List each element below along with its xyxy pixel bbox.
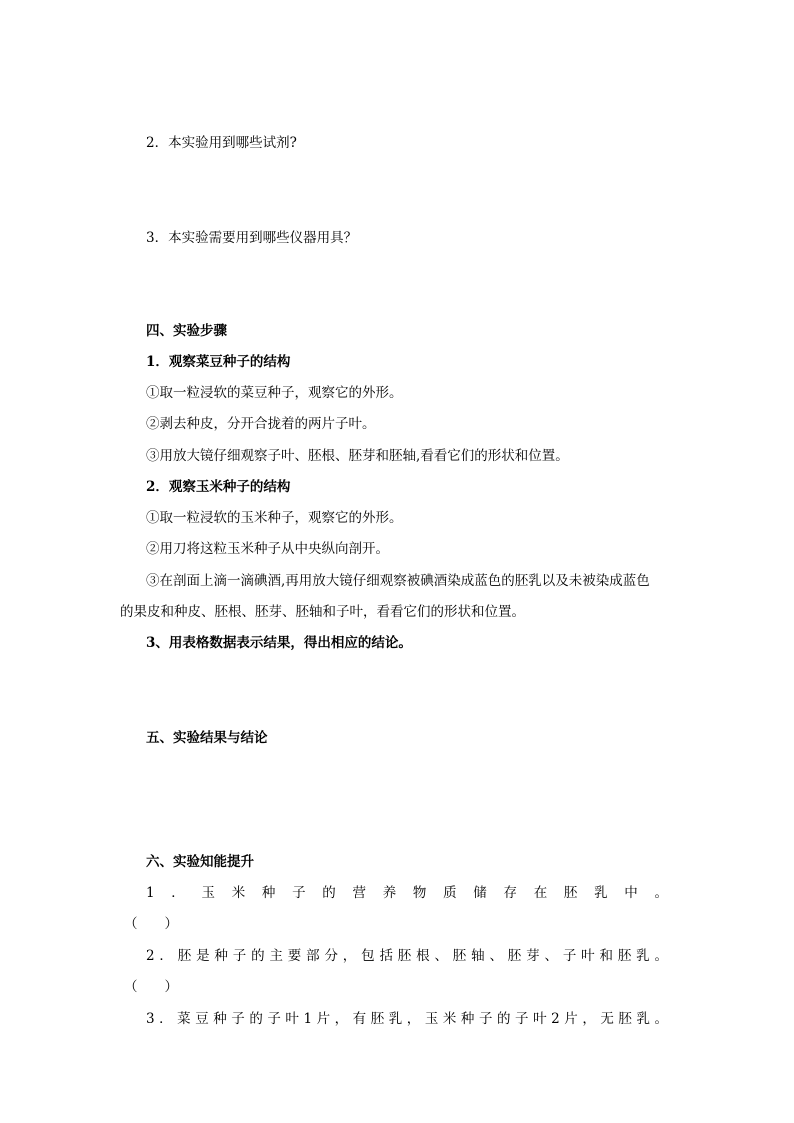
quiz-item-2-answer-blank[interactable]: （ ） <box>124 979 178 995</box>
part-2-step-3-line-2: 的果皮和种皮、胚根、胚芽、胚轴和子叶，看看它们的形状和位置。 <box>120 604 525 620</box>
quiz-item-3: 3．菜豆种子的子叶1片，有胚乳，玉米种子的子叶2片，无胚乳。 <box>146 1011 668 1027</box>
part-2-step-1: ①取一粒浸软的玉米种子，观察它的外形。 <box>146 510 403 526</box>
question-2: 2．本实验用到哪些试剂? <box>146 135 297 151</box>
part-2-step-2: ②用刀将这粒玉米种子从中央纵向剖开。 <box>146 541 389 557</box>
part-2-step-3-line-1: ③在剖面上滴一滴碘酒,再用放大镜仔细观察被碘酒染成蓝色的胚乳以及未被染成蓝色 <box>146 573 650 589</box>
part-1-title: 1．观察菜豆种子的结构 <box>146 354 291 370</box>
section-4-heading: 四、实验步骤 <box>146 323 227 339</box>
section-6-heading: 六、实验知能提升 <box>146 854 254 870</box>
part-3-title: 3、用表格数据表示结果，得出相应的结论。 <box>146 635 412 651</box>
quiz-item-2: 2．胚是种子的主要部分，包括胚根、胚轴、胚芽、子叶和胚乳。 <box>146 948 668 964</box>
section-5-heading: 五、实验结果与结论 <box>146 730 268 746</box>
part-1-step-2: ②剥去种皮，分开合拢着的两片子叶。 <box>146 416 376 432</box>
part-2-title: 2．观察玉米种子的结构 <box>146 479 291 495</box>
quiz-item-1-answer-blank[interactable]: （ ） <box>124 916 178 932</box>
part-1-step-3: ③用放大镜仔细观察子叶、胚根、胚芽和胚轴,看看它们的形状和位置。 <box>146 448 569 464</box>
part-1-step-1: ①取一粒浸软的菜豆种子，观察它的外形。 <box>146 385 403 401</box>
quiz-item-1: 1．玉米种子的营养物质储存在胚乳中。 <box>146 885 668 901</box>
question-3: 3．本实验需要用到哪些仪器用具？ <box>146 230 358 246</box>
